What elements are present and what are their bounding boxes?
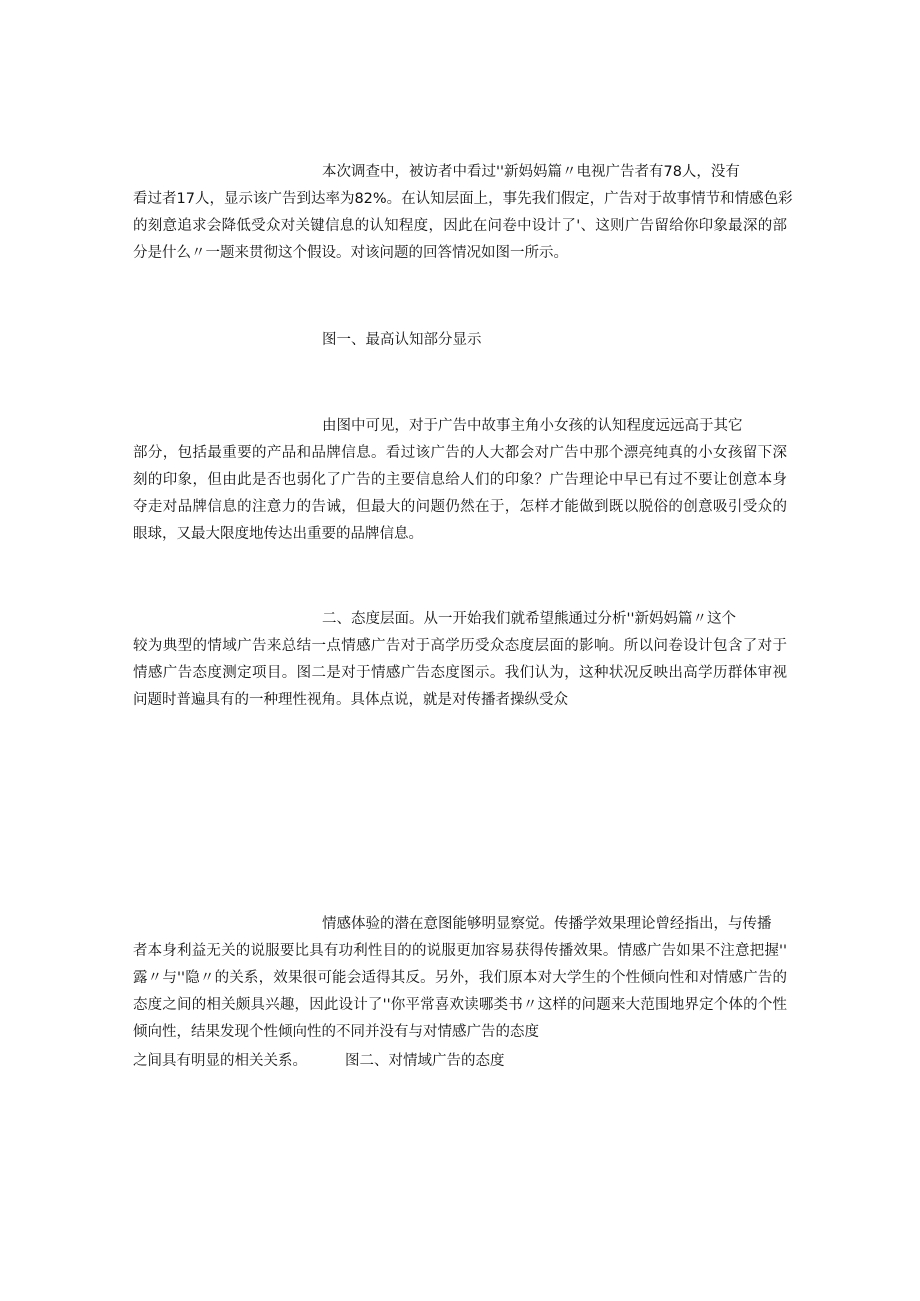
paragraph1-line-1: 本次调查中，被访者中看过''新妈妈篇〃电视广告者有78人，没有 xyxy=(322,164,740,180)
figure1-caption: 图一、最高认知部分显示 xyxy=(322,332,482,348)
paragraph2-line-5: 眼球，又最大限度地传达出重要的品牌信息。 xyxy=(133,526,423,542)
paragraph4-line-6: 之间具有明显的相关关系。 xyxy=(133,1053,307,1069)
paragraph1-line-4: 分是什么〃一题来贯彻这个假设。对该问题的回答情况如图一所示。 xyxy=(133,245,568,261)
paragraph2-line-4: 夺走对品牌信息的注意力的告诫，但最大的问题仍然在于，怎样才能做到既以脱俗的创意吸引受众的 xyxy=(133,499,787,515)
paragraph3-line-3: 情感广告态度测定项目。图二是对于情感广告态度图示。我们认为，这种状况反映出高学历群体审视 xyxy=(133,665,787,681)
paragraph2-line-2: 部分，包括最重要的产品和品牌信息。看过该广告的人大都会对广告中那个漂亮纯真的小女孩留下深 xyxy=(133,445,787,461)
paragraph2-line-1: 由图中可见，对于广告中故事主角小女孩的认知程度远远高于其它 xyxy=(322,418,743,434)
paragraph2-line-3: 刻的印象，但由此是否也弱化了广告的主要信息给人们的印象？广告理论中早已有过不要让创意本身 xyxy=(133,472,787,488)
paragraph4-line-1: 情感体验的潜在意图能够明显察觉。传播学效果理论曾经指出，与传播 xyxy=(322,916,772,932)
paragraph4-line-5: 倾向性，结果发现个性倾向性的不同并没有与对情感广告的态度 xyxy=(133,1024,539,1040)
paragraph3-line-4: 问题时普遍具有的一种理性视角。具体点说，就是对传播者操纵受众 xyxy=(133,692,568,708)
paragraph1-line-3: 的刻意追求会降低受众对关键信息的认知程度，因此在问卷中设计了'、这则广告留给你印象最深的部 xyxy=(133,218,787,234)
paragraph3-line-2: 较为典型的情域广告来总结一点情感广告对于高学历受众态度层面的影响。所以问卷设计包含了对于 xyxy=(133,638,787,654)
paragraph3-line-1: 二、态度层面。从一开始我们就希望熊通过分析''新妈妈篇〃这个 xyxy=(322,611,736,627)
paragraph1-line-2: 看过者17人，显示该广告到达率为82%。在认知层面上，事先我们假定，广告对于故事情节和情感色彩 xyxy=(133,191,793,207)
paragraph4-line-4: 态度之间的相关颇具兴趣，因此设计了''你平常喜欢读哪类书〃这样的问题来大范围地界定个体的个性 xyxy=(133,997,787,1013)
paragraph4-line-3: 露〃与''隐〃的关系，效果很可能会适得其反。另外，我们原本对大学生的个性倾向性和对情感广告的 xyxy=(133,970,787,986)
figure2-caption: 图二、对情域广告的态度 xyxy=(345,1053,505,1069)
paragraph4-line-2: 者本身利益无关的说服要比具有功利性目的的说服更加容易获得传播效果。情感广告如果不注意把握'' xyxy=(133,943,787,959)
